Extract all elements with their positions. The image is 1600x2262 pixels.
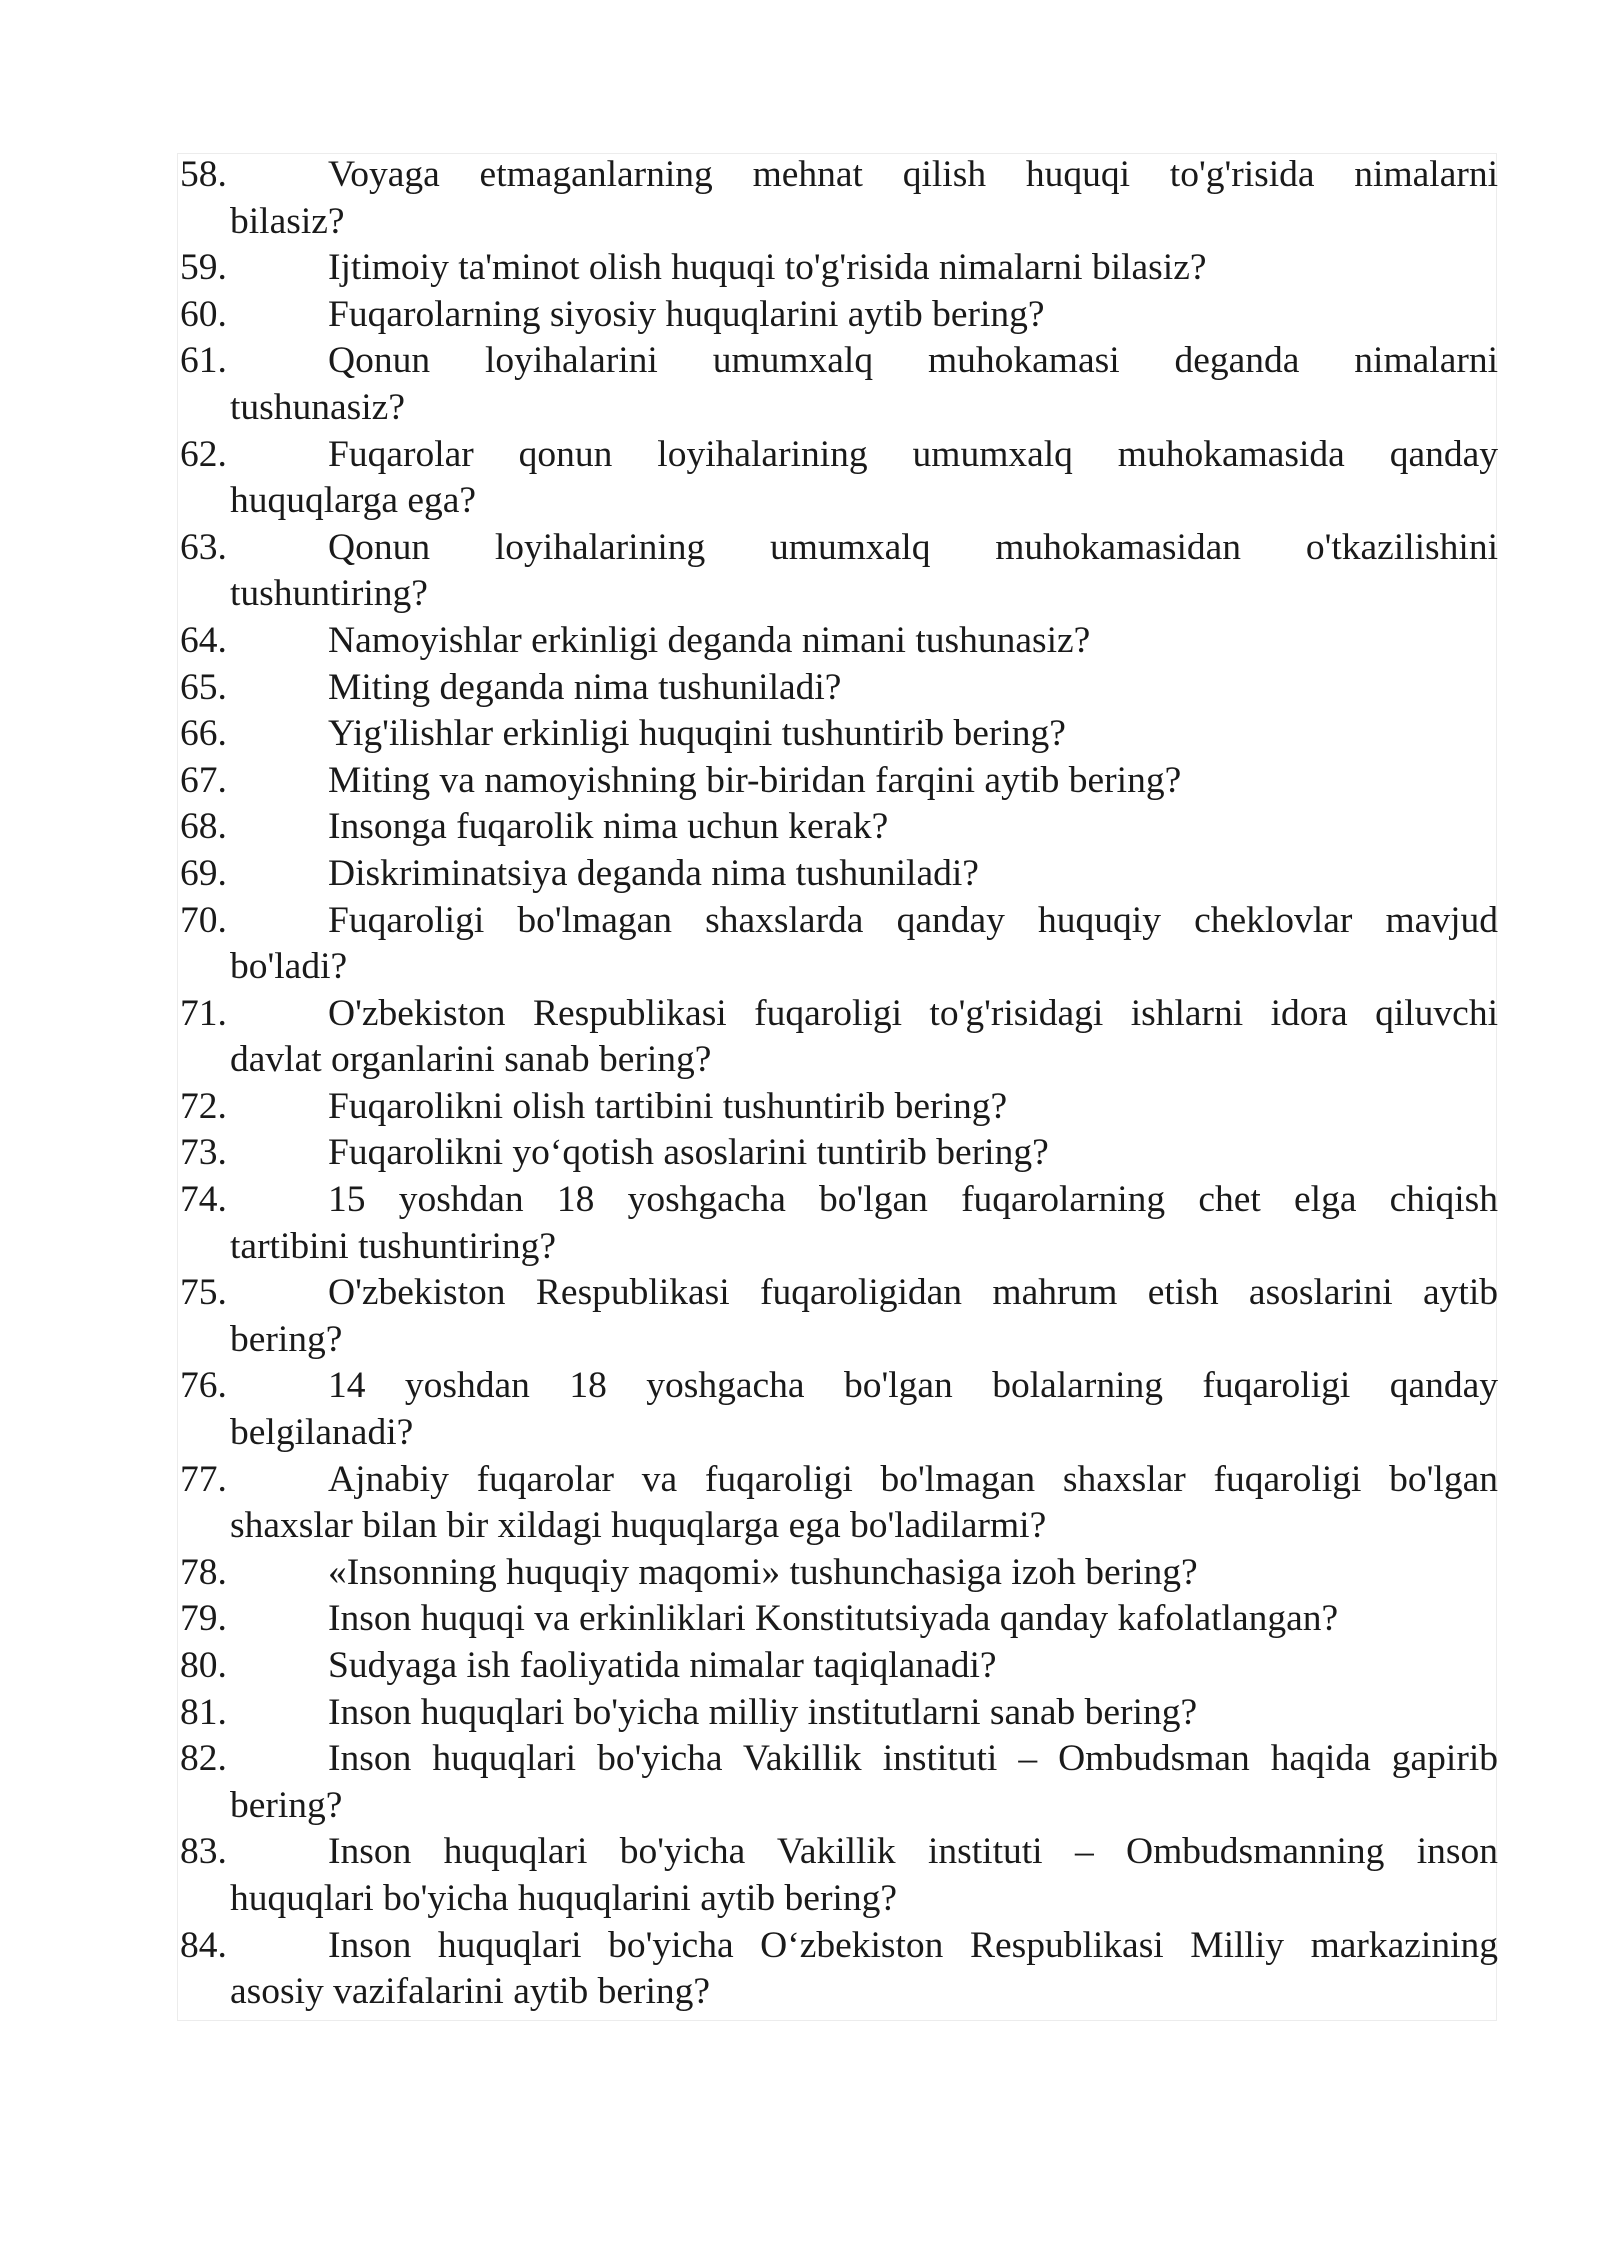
question-item — [180, 1923, 1498, 2016]
question-item — [180, 991, 1498, 1084]
question-text: «Insonning huquqiy maqomi» tushunchasiga izoh bering? — [328, 1551, 1198, 1593]
question-number: 64. — [180, 619, 227, 661]
question-text-continuation: tushuntiring? — [230, 573, 428, 615]
question-number: 70. — [180, 899, 227, 941]
question-text: Inson huquqlari bo'yicha Vakillik instituti – Ombudsman haqida gapirib — [328, 1738, 1498, 1780]
question-text: Sudyaga ish faoliyatida nimalar taqiqlanadi? — [328, 1645, 997, 1686]
question-text-continuation: bering? — [230, 1318, 343, 1360]
question-text: Miting va namoyishning bir-biridan farqini aytib bering? — [328, 759, 1182, 801]
question-item — [180, 1270, 1498, 1363]
question-text: Diskriminatsiya deganda nima tushuniladi? — [328, 852, 979, 894]
question-text: Yig'ilishlar erkinligi huquqini tushuntirib bering? — [328, 713, 1066, 755]
question-text-continuation: shaxslar bilan bir xildagi huquqlarga ega bo'ladilarmi? — [230, 1505, 1047, 1547]
question-item — [180, 898, 1498, 991]
question-item — [180, 665, 1498, 712]
question-text: O'zbekiston Respublikasi fuqaroligi to'g'risidagi ishlarni idora qiluvchi — [328, 992, 1498, 1034]
question-list — [180, 152, 1498, 2016]
question-number: 63. — [180, 526, 227, 568]
question-number: 58. — [180, 154, 227, 195]
question-item — [180, 1550, 1498, 1597]
question-number: 69. — [180, 852, 227, 894]
question-item — [180, 851, 1498, 898]
question-item — [180, 1643, 1498, 1690]
question-number: 59. — [180, 247, 227, 289]
question-text: Inson huquqi va erkinliklari Konstitutsiyada qanday kafolatlangan? — [328, 1598, 1339, 1640]
question-number: 73. — [180, 1132, 227, 1174]
question-number: 68. — [180, 806, 227, 848]
question-text: Namoyishlar erkinligi deganda nimani tushunasiz? — [328, 619, 1091, 661]
question-item — [180, 1457, 1498, 1550]
question-item — [180, 432, 1498, 525]
question-number: 62. — [180, 433, 227, 475]
question-item — [180, 804, 1498, 851]
question-text-continuation: asosiy vazifalarini aytib bering? — [230, 1971, 711, 2013]
question-item — [180, 1829, 1498, 1922]
question-text: 14 yoshdan 18 yoshgacha bo'lgan bolalarning fuqaroligi qanday — [328, 1365, 1498, 1407]
question-text: Fuqarolar qonun loyihalarining umumxalq muhokamasida qanday — [328, 433, 1498, 475]
question-number: 82. — [180, 1738, 227, 1780]
question-text: Inson huquqlari bo'yicha O‘zbekiston Respublikasi Milliy markazining — [328, 1924, 1498, 1966]
question-number: 66. — [180, 713, 227, 755]
question-number: 74. — [180, 1179, 227, 1221]
question-text: Voyaga etmaganlarning mehnat qilish huquqi to'g'risida nimalarni — [328, 154, 1498, 195]
question-number: 80. — [180, 1645, 227, 1686]
question-item — [180, 1084, 1498, 1131]
question-text: Inson huquqlari bo'yicha Vakillik instituti – Ombudsmanning inson — [328, 1831, 1498, 1873]
question-text: Ajnabiy fuqarolar va fuqaroligi bo'lmagan shaxslar fuqaroligi bo'lgan — [328, 1458, 1498, 1500]
question-text-continuation: davlat organlarini sanab bering? — [230, 1039, 712, 1081]
question-text: Inson huquqlari bo'yicha milliy institutlarni sanab bering? — [328, 1691, 1198, 1733]
question-text: Miting deganda nima tushuniladi? — [328, 666, 842, 708]
question-number: 72. — [180, 1085, 227, 1127]
question-number: 65. — [180, 666, 227, 708]
question-number: 67. — [180, 759, 227, 801]
question-item — [180, 1363, 1498, 1456]
question-item — [180, 338, 1498, 431]
question-item — [180, 618, 1498, 665]
question-number: 76. — [180, 1365, 227, 1407]
question-text: 15 yoshdan 18 yoshgacha bo'lgan fuqarolarning chet elga chiqish — [328, 1179, 1498, 1221]
question-item — [180, 1177, 1498, 1270]
question-item — [180, 525, 1498, 618]
question-text: Insonga fuqarolik nima uchun kerak? — [328, 806, 889, 848]
question-item — [180, 1130, 1498, 1177]
question-text: Fuqarolikni yo‘qotish asoslarini tuntirib bering? — [328, 1132, 1049, 1174]
question-item — [180, 292, 1498, 339]
question-item — [180, 758, 1498, 805]
question-text-continuation: tartibini tushuntiring? — [230, 1225, 557, 1267]
question-number: 71. — [180, 992, 227, 1034]
question-number: 83. — [180, 1831, 227, 1873]
question-text-continuation: huquqlari bo'yicha huquqlarini aytib bering? — [230, 1877, 897, 1919]
question-number: 60. — [180, 293, 227, 335]
question-text: Qonun loyihalarini umumxalq muhokamasi deganda nimalarni — [328, 340, 1498, 382]
question-text-continuation: huquqlarga ega? — [230, 480, 477, 522]
question-text: Fuqarolarning siyosiy huquqlarini aytib bering? — [328, 293, 1045, 335]
question-item — [180, 1690, 1498, 1737]
question-text-continuation: bilasiz? — [230, 200, 345, 242]
question-item — [180, 152, 1498, 245]
question-item — [180, 1596, 1498, 1643]
question-number: 61. — [180, 340, 227, 382]
question-number: 75. — [180, 1272, 227, 1314]
question-text-continuation: belgilanadi? — [230, 1412, 414, 1454]
question-number: 78. — [180, 1551, 227, 1593]
question-text: Qonun loyihalarining umumxalq muhokamasidan o'tkazilishini — [328, 526, 1498, 568]
question-item — [180, 711, 1498, 758]
question-number: 79. — [180, 1598, 227, 1640]
question-text-continuation: bering? — [230, 1784, 343, 1826]
question-text-continuation: tushunasiz? — [230, 386, 405, 428]
question-item — [180, 1736, 1498, 1829]
question-text: Fuqarolikni olish tartibini tushuntirib bering? — [328, 1085, 1008, 1127]
question-item — [180, 245, 1498, 292]
question-text-continuation: bo'ladi? — [230, 946, 348, 988]
question-number: 77. — [180, 1458, 227, 1500]
question-text: Fuqaroligi bo'lmagan shaxslarda qanday huquqiy cheklovlar mavjud — [328, 899, 1498, 941]
question-number: 81. — [180, 1691, 227, 1733]
question-text: Ijtimoiy ta'minot olish huquqi to'g'risida nimalarni bilasiz? — [328, 247, 1207, 289]
question-text: O'zbekiston Respublikasi fuqaroligidan mahrum etish asoslarini aytib — [328, 1272, 1498, 1314]
question-number: 84. — [180, 1924, 227, 1966]
